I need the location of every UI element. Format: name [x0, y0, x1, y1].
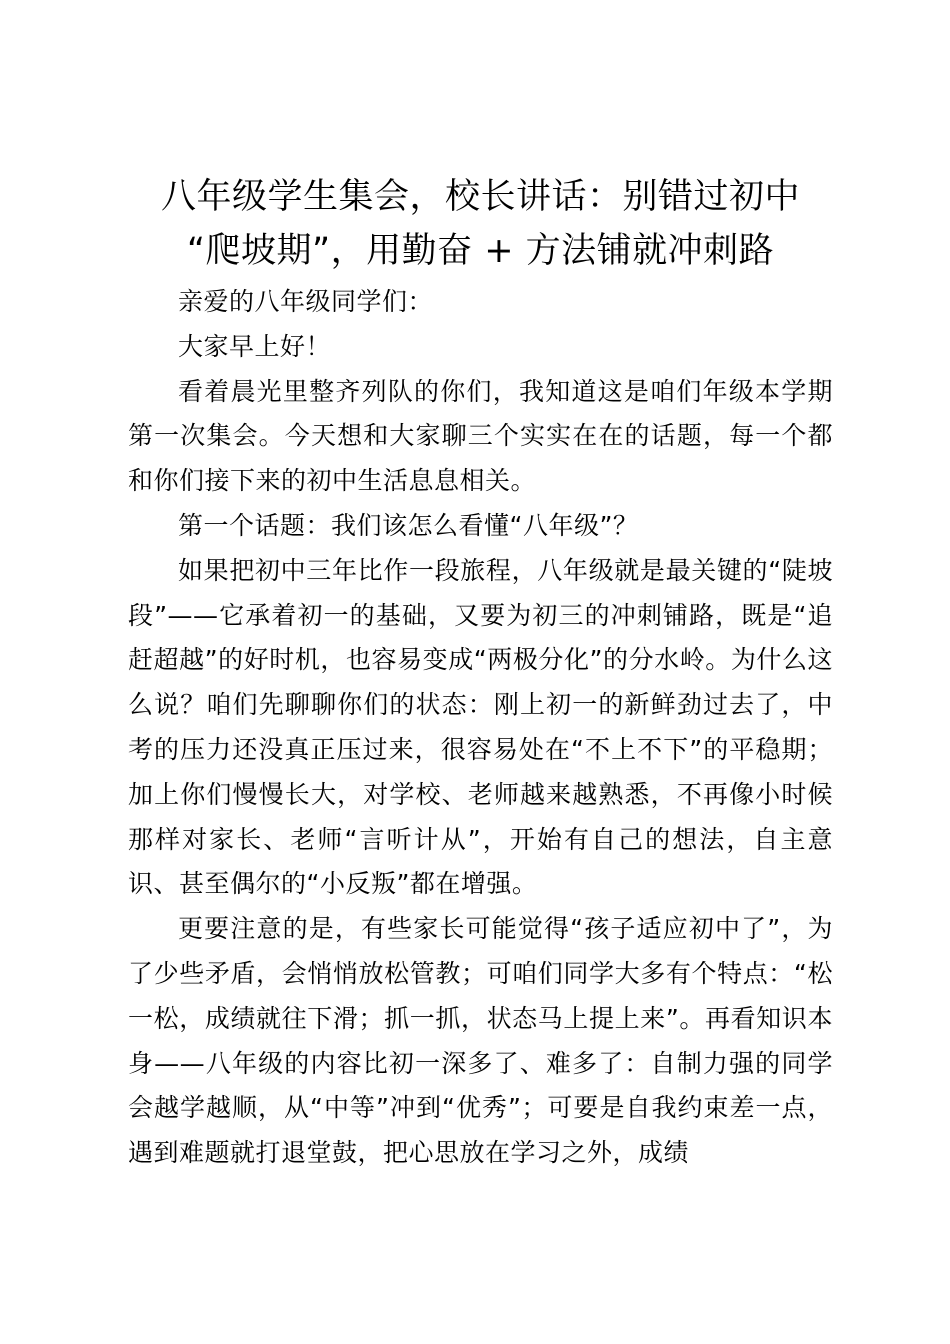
- paragraph-greeting: 大家早上好！: [178, 331, 332, 361]
- title-line-1: 八年级学生集会，校长讲话：别错过初中: [160, 177, 800, 217]
- paragraph-topic-one-heading: 第一个话题：我们该怎么看懂“八年级”？: [178, 510, 639, 540]
- document-page: [128, 170, 833, 1176]
- paragraph-intro: 看着晨光里整齐列队的你们，我知道这是咱们年级本学期第一次集会。今天想和大家聊三个实实在在的话题，每一个都和你们接下来的初中生活息息相关。: [128, 376, 833, 496]
- document-title: [128, 170, 833, 278]
- paragraph-topic-one-body: 如果把初中三年比作一段旅程，八年级就是最关键的“陡坡段”——它承着初一的基础，又要为初三的冲刺铺路，既是“追赶超越”的好时机，也容易变成“两极分化”的分水岭。为什么这么说？咱们先聊聊你们的状态：刚上初一的新鲜劲过去了，中考的压力还没真正压过来，很容易处在“不上不下”的平稳期；加上你们慢慢长大，对学校、老师越来越熟悉，不再像小时候那样对家长、老师“言听计从”，开始有自己的想法，自主意识、甚至偶尔的“小反叛”都在增强。: [128, 555, 833, 899]
- paragraph-salutation: 亲爱的八年级同学们：: [178, 287, 434, 316]
- title-line-2: “爬坡期”，用勤奋 + 方法铺就冲刺路: [186, 231, 775, 271]
- paragraph-topic-one-continued: 更要注意的是，有些家长可能觉得“孩子适应初中了”，为了少些矛盾，会悄悄放松管教；可咱们同学大多有个特点：“松一松，成绩就往下滑；抓一抓，状态马上提上来”。再看知识本身——八年级的内容比初一深多了、难多了：自制力强的同学会越学越顺，从“中等”冲到“优秀”；可要是自我约束差一点，遇到难题就打退堂鼓，把心思放在学习之外，成绩: [128, 914, 833, 1168]
